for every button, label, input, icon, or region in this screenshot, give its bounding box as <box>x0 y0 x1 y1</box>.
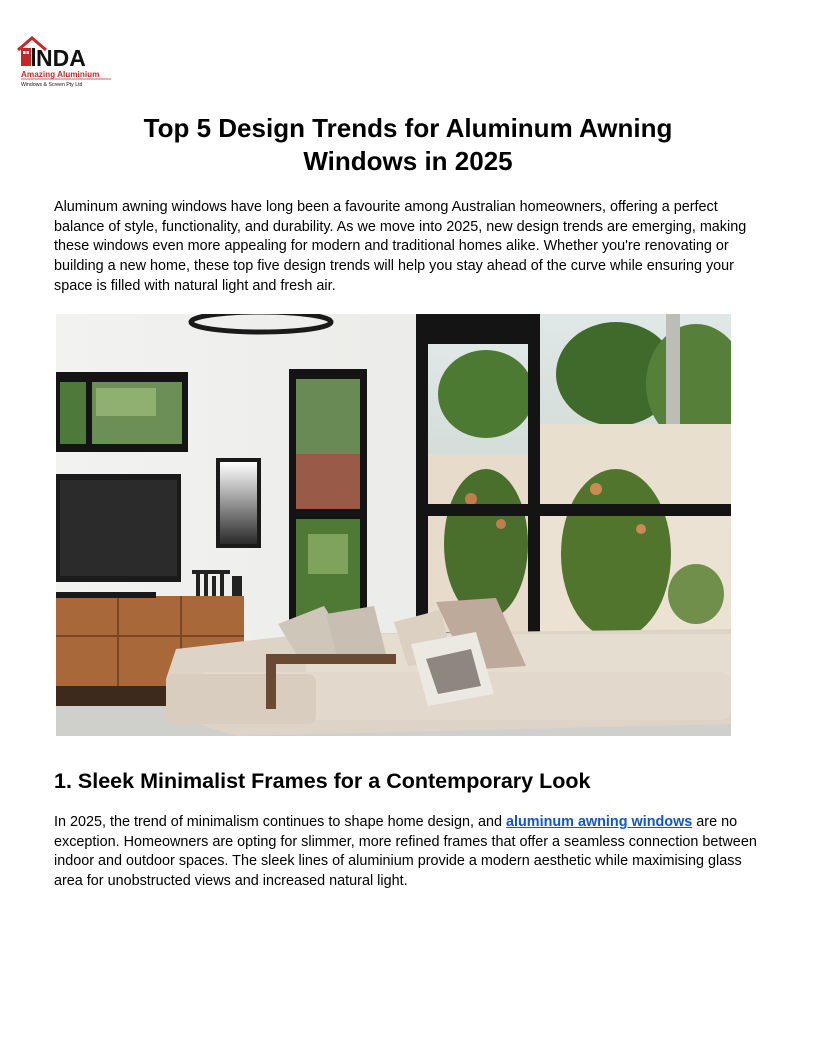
living-room-illustration <box>56 314 731 736</box>
section-1-text-before: In 2025, the trend of minimalism continues to shape home design, and <box>54 814 506 830</box>
section-1-heading: 1. Sleek Minimalist Frames for a Contemporary Look <box>54 769 591 793</box>
logo-tagline: Amazing Aluminium <box>21 70 100 79</box>
living-room-photo <box>56 314 731 736</box>
company-logo <box>16 34 116 90</box>
page-title-line2: Windows in 2025 <box>303 146 513 176</box>
large-window <box>416 314 731 646</box>
logo-brand: NDA <box>36 45 86 71</box>
section-1-text-after: are no exception. Homeowners are opting for slimmer, more refined frames that offer a seamless connection between indoor and outdoor spaces. The sleek lines of aluminium provide a modern aesthetic while maximising glass area for unobstructed views and increased natural light. <box>54 814 757 890</box>
logo-graphic <box>16 34 116 90</box>
page-title <box>60 112 756 178</box>
intro-paragraph: Aluminum awning windows have long been a favourite among Australian homeowners, offering a perfect balance of style, functionality, and durability. As we move into 2025, new design trends are emerging, making these windows even more appealing for modern and traditional homes alike. Whether you're renovating or building a new home, these top five design trends will help you stay ahead of the curve while ensuring your space is filled with natural light and fresh air. <box>54 199 747 294</box>
section-1-paragraph <box>54 813 766 892</box>
logo-subtag: Windows & Screen Pty Ltd <box>21 82 83 88</box>
tall-window <box>289 369 367 644</box>
awning-windows-link[interactable]: aluminum awning windows <box>505 814 693 830</box>
page-title-line1: Top 5 Design Trends for Aluminum Awning <box>143 113 673 143</box>
top-left-window <box>56 372 188 452</box>
